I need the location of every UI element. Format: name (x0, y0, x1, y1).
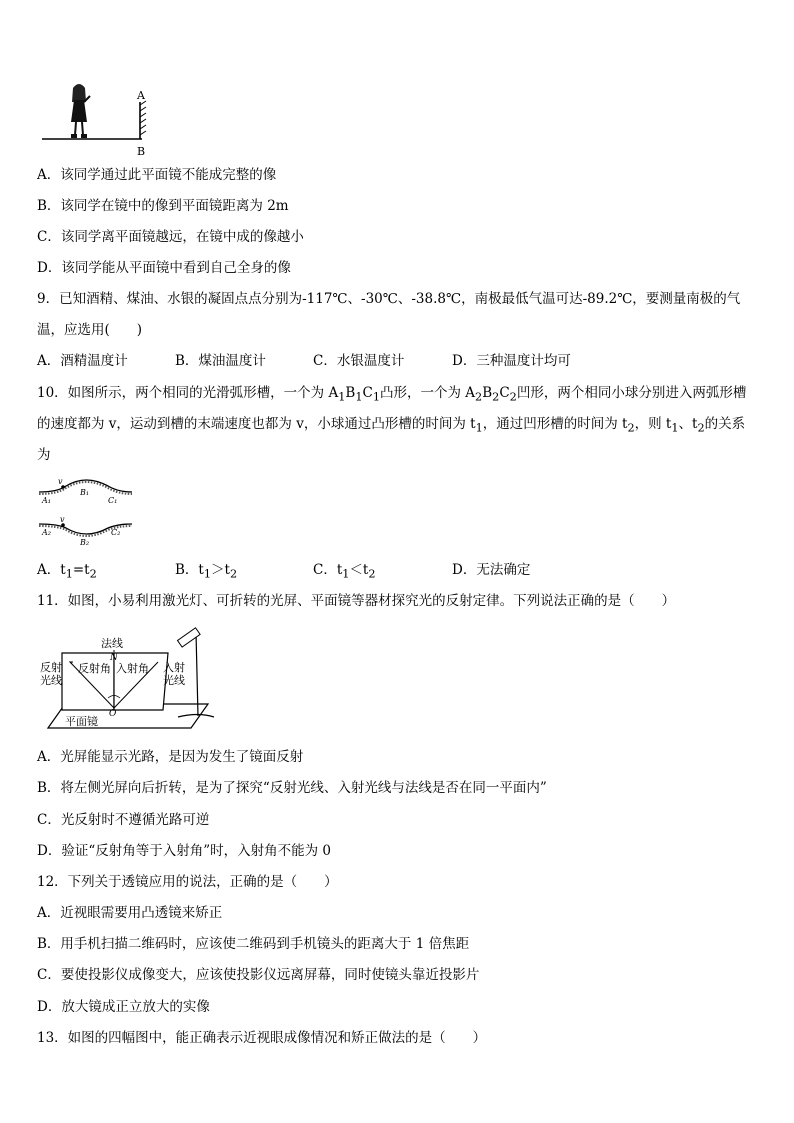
label-b: B (137, 145, 146, 158)
q12-option-a: A．近视眼需要用凸透镜来矫正 (37, 905, 223, 921)
label-normal: 法线 (101, 637, 123, 650)
q11-option-a: A．光屏能显示光路，是因为发生了镜面反射 (37, 749, 304, 765)
q12-option-d: D．放大镜成正立放大的实像 (37, 999, 210, 1015)
q11-option-d: D．验证“反射角等于入射角”时，入射角不能为 0 (37, 843, 332, 859)
label-c2: C₂ (111, 528, 121, 537)
q10-option-b: B．$t_1>t_2$ (175, 562, 238, 581)
q11-option-b: B．将左侧光屏向后折转，是为了探究“反射光线、入射光线与法线是否在同一平面内” (37, 780, 547, 796)
q12-option-b: B．用手机扫描二维码时，应该使二维码到手机镜头的距离大于 1 倍焦距 (37, 936, 470, 952)
q9-stem-line1: 9．已知酒精、煤油、水银的凝固点点分别为-117℃、-30℃、-38.8℃，南极最低气温可达-89.2℃，要测量南极的气 (37, 291, 741, 307)
label-reflected-ray-1: 反射 (40, 661, 62, 674)
q11-stem: 11．如图，小易利用激光灯、可折转的光屏、平面镜等器材探究光的反射定律。下列说法正确的是（ ） (37, 593, 676, 609)
label-b2: B₂ (80, 538, 90, 546)
q9-option-d: D．三种温度计均可 (452, 353, 571, 369)
q10-stem-line2: 的速度都为 v，运动到槽的末端速度也都为 v，小球通过凸形槽的时间为 $t_1$，通过凹形槽的时间为 $t_2$，则 $t_1$、$t_2$的关系 (37, 416, 746, 435)
label-a2: A₂ (42, 528, 51, 537)
label-incidence-angle: 入射角 (116, 662, 149, 675)
label-incident-ray-2: 光线 (163, 674, 185, 687)
label-incident-ray-1: 入射 (163, 661, 185, 674)
q11-option-c: C．光反射时不遵循光路可逆 (37, 812, 210, 828)
q13-stem: 13．如图的四幅图中，能正确表示近视眼成像情况和矫正做法的是（ ） (37, 1030, 487, 1046)
label-v-top: v (58, 478, 63, 486)
q10-stem-line3: 为 (37, 447, 51, 463)
label-flat-mirror: 平面镜 (65, 715, 98, 728)
q9-option-c: C．水银温度计 (313, 353, 405, 369)
label-reflection-angle: 反射角 (78, 662, 111, 675)
arc-tracks-figure (36, 478, 136, 546)
label-b1: B₁ (80, 488, 90, 497)
q9-stem-line2: 温，应选用( ) (37, 322, 143, 338)
girl-figure (71, 84, 90, 138)
q10-option-d: D．无法确定 (452, 562, 531, 578)
q8-option-a: A．该同学通过此平面镜不能成完整的像 (37, 167, 277, 183)
q8-option-b: B．该同学在镜中的像到平面镜距离为 2m (37, 198, 289, 214)
q9-option-b: B．煤油温度计 (175, 353, 266, 369)
q10-stem-line1: 10．如图所示，两个相同的光滑弧形槽，一个为 $A_1B_1C_1$凸形，一个为 $A_2B_2C_2$凹形，两个相同小球分别进入两弧形槽 (37, 385, 747, 404)
label-reflected-ray-2: 光线 (40, 674, 62, 687)
label-c1: C₁ (108, 496, 118, 505)
q12-option-c: C．要使投影仪成像变大，应该使投影仪远离屏幕，同时使镜头靠近投影片 (37, 967, 480, 983)
label-a1: A₁ (42, 496, 51, 505)
plane-mirror (140, 101, 146, 139)
q9-option-a: A．酒精温度计 (37, 353, 128, 369)
q10-option-a: A．$t_1=t_2$ (37, 562, 97, 581)
mirror-figure (40, 78, 160, 158)
label-v-bottom: v (60, 515, 65, 524)
label-o: O (109, 709, 117, 719)
q8-option-d: D．该同学能从平面镜中看到自己全身的像 (37, 260, 291, 276)
q8-option-c: C．该同学离平面镜越远，在镜中成的像越小 (37, 229, 304, 245)
label-n: N (110, 653, 118, 663)
q10-option-c: C．$t_1<t_2$ (313, 562, 376, 581)
reflection-figure (38, 624, 218, 736)
q12-stem: 12．下列关于透镜应用的说法，正确的是（ ） (37, 874, 338, 890)
label-a: A (137, 89, 145, 102)
